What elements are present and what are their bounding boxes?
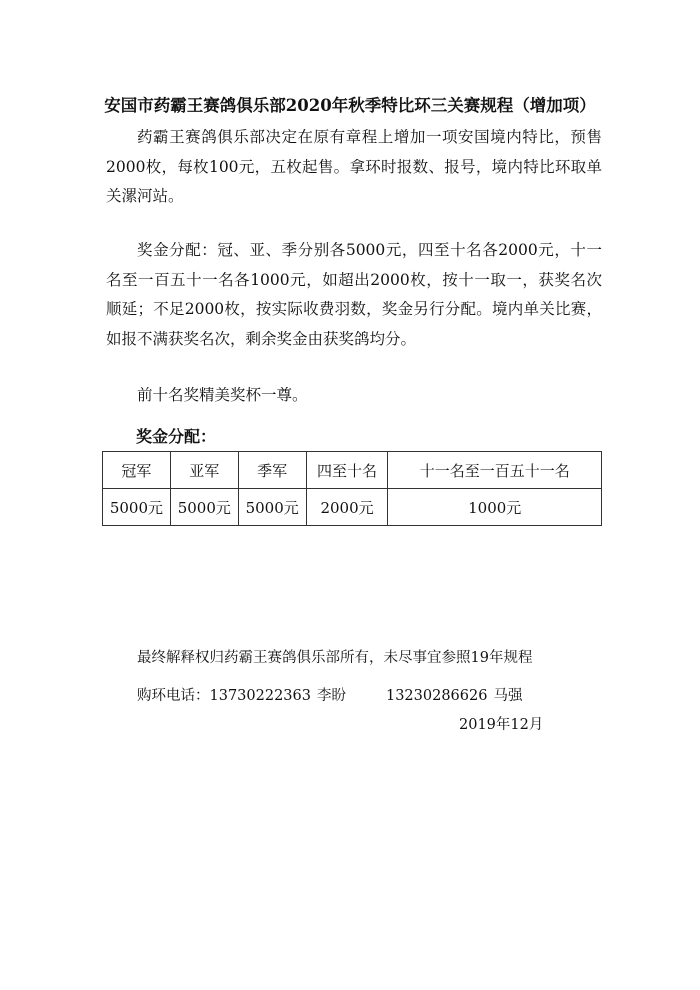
prize-heading: 奖金分配： <box>136 427 217 446</box>
contact1-phone: 13730222363 <box>209 688 311 704</box>
header-champion: 冠军 <box>103 452 171 489</box>
paragraph-presale: 药霸王赛鸽俱乐部决定在原有章程上增加一项安国境内特比，预售2000枚，每枚100元，五枚起售。拿环时报数、报号，境内特比环取单关漯河站。 <box>106 128 602 205</box>
contact2-name: 马强 <box>493 688 523 704</box>
value-champion: 5000元 <box>103 489 171 526</box>
prize-table-header-row <box>103 452 602 489</box>
prize-table-value-row <box>103 489 602 526</box>
contact2-phone: 13230286626 <box>385 688 488 704</box>
document-date: 2019年12月 <box>459 717 544 733</box>
header-third-place: 季军 <box>238 452 306 489</box>
paragraph-prize-distribution: 奖金分配：冠、亚、季分别各5000元，四至十名各2000元，十一名至一百五十一名各1000元，如超出2000枚，按十一取一，获奖名次顺延；不足2000枚，按实际收费羽数，奖金另行分配。境内单关比赛，如报不满获奖名次，剩余奖金由获奖鸽均分。 <box>106 241 602 348</box>
paragraph-trophy: 前十名奖精美奖杯一尊。 <box>137 386 308 404</box>
value-eleventh-to-151st: 1000元 <box>388 489 602 526</box>
footer-note: 最终解释权归药霸王赛鸽俱乐部所有，未尽事宜参照19年规程 <box>137 650 533 666</box>
value-runner-up: 5000元 <box>170 489 238 526</box>
contact-line <box>137 684 522 705</box>
prize-table <box>102 451 602 526</box>
contact1-name: 李盼 <box>316 688 346 704</box>
header-eleventh-to-151st: 十一名至一百五十一名 <box>388 452 602 489</box>
contact-label: 购环电话： <box>137 688 210 704</box>
value-fourth-to-tenth: 2000元 <box>306 489 388 526</box>
header-runner-up: 亚军 <box>170 452 238 489</box>
header-fourth-to-tenth: 四至十名 <box>306 452 388 489</box>
document-title: 安国市药霸王赛鸽俱乐部2020年秋季特比环三关赛规程（增加项） <box>104 96 596 115</box>
value-third-place: 5000元 <box>238 489 306 526</box>
